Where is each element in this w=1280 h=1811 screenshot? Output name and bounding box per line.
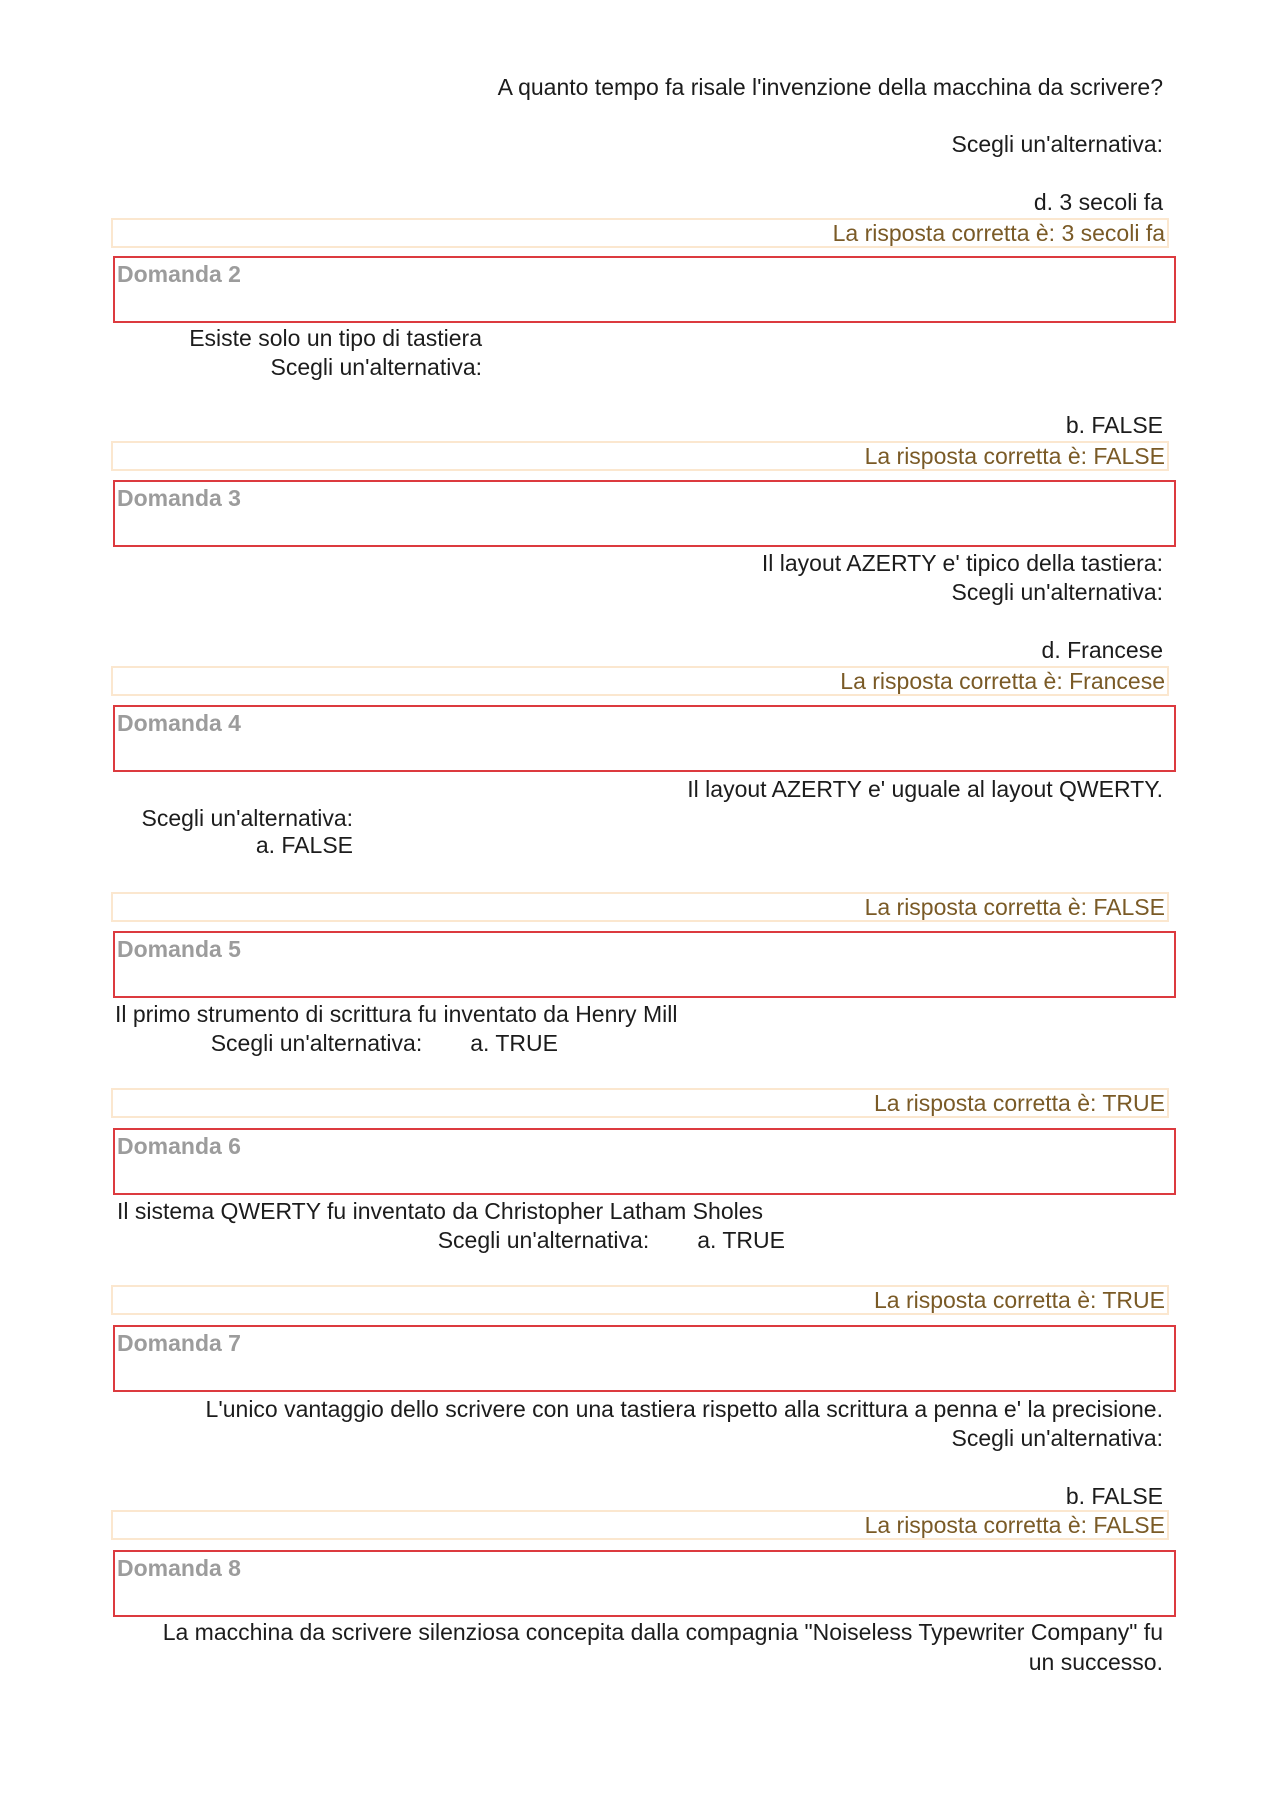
- q3-feedback-text: La risposta corretta è: Francese: [840, 668, 1165, 694]
- q5-question: Il primo strumento di scrittura fu inventato da Henry Mill: [115, 1001, 678, 1027]
- q4-feedback-text: La risposta corretta è: FALSE: [864, 894, 1165, 920]
- q5-prompt: Scegli un'alternativa:: [210, 1030, 423, 1056]
- q1-feedback-text: La risposta corretta è: 3 secoli fa: [832, 220, 1165, 246]
- q6-prompt-row: [438, 1226, 785, 1254]
- q3-header: [113, 480, 1176, 547]
- q8-question-line1: La macchina da scrivere silenziosa concepita dalla compagnia "Noiseless Typewriter Company" fu: [162, 1619, 1163, 1645]
- q2-question: Esiste solo un tipo di tastiera: [189, 325, 482, 351]
- q4-header-label: Domanda 4: [117, 710, 241, 736]
- q6-feedback-box: [111, 1285, 1169, 1315]
- q4-selected-answer: a. FALSE: [255, 832, 353, 858]
- q3-selected-answer: d. Francese: [1041, 637, 1163, 663]
- q7-prompt: Scegli un'alternativa:: [951, 1425, 1163, 1451]
- q5-prompt-row: [211, 1029, 558, 1057]
- q6-header-label: Domanda 6: [117, 1133, 241, 1159]
- q4-header: [113, 705, 1176, 772]
- q1-prompt: Scegli un'alternativa:: [951, 131, 1163, 157]
- q7-question: L'unico vantaggio dello scrivere con una tastiera rispetto alla scrittura a penna e' la precisione.: [205, 1396, 1163, 1422]
- q3-feedback-box: [111, 666, 1169, 696]
- q5-feedback-box: [111, 1088, 1169, 1118]
- q1-question: A quanto tempo fa risale l'invenzione della macchina da scrivere?: [497, 74, 1163, 100]
- q1-feedback-box: [111, 218, 1169, 248]
- q8-question-line2: un successo.: [1028, 1649, 1163, 1675]
- q5-header-label: Domanda 5: [117, 936, 241, 962]
- q2-selected-answer: b. FALSE: [1065, 412, 1163, 438]
- q2-header: [113, 256, 1176, 323]
- q3-header-label: Domanda 3: [117, 485, 241, 511]
- q7-header-label: Domanda 7: [117, 1330, 241, 1356]
- q6-feedback-text: La risposta corretta è: TRUE: [873, 1287, 1165, 1313]
- q2-feedback-box: [111, 441, 1169, 471]
- q5-header: [113, 931, 1176, 998]
- q2-feedback-text: La risposta corretta è: FALSE: [864, 443, 1165, 469]
- q7-header: [113, 1325, 1176, 1392]
- q8-header-label: Domanda 8: [117, 1555, 241, 1581]
- q7-selected-answer: b. FALSE: [1065, 1483, 1163, 1509]
- q1-selected-answer: d. 3 secoli fa: [1033, 189, 1163, 215]
- q4-question: Il layout AZERTY e' uguale al layout QWERTY.: [687, 776, 1163, 802]
- q5-selected-answer: a. TRUE: [470, 1030, 558, 1056]
- q6-prompt: Scegli un'alternativa:: [437, 1227, 650, 1253]
- q4-prompt: Scegli un'alternativa:: [141, 805, 353, 831]
- q2-prompt: Scegli un'alternativa:: [270, 354, 482, 380]
- q7-feedback-text: La risposta corretta è: FALSE: [864, 1512, 1165, 1538]
- q5-feedback-text: La risposta corretta è: TRUE: [873, 1090, 1165, 1116]
- q6-header: [113, 1128, 1176, 1195]
- q3-prompt: Scegli un'alternativa:: [951, 579, 1163, 605]
- q6-question: Il sistema QWERTY fu inventato da Christopher Latham Sholes: [117, 1198, 764, 1224]
- q6-selected-answer: a. TRUE: [697, 1227, 785, 1253]
- q4-feedback-box: [111, 892, 1169, 922]
- q3-question: Il layout AZERTY e' tipico della tastiera:: [761, 550, 1163, 576]
- q8-header: [113, 1550, 1176, 1617]
- q7-feedback-box: [111, 1510, 1169, 1540]
- q2-header-label: Domanda 2: [117, 261, 241, 287]
